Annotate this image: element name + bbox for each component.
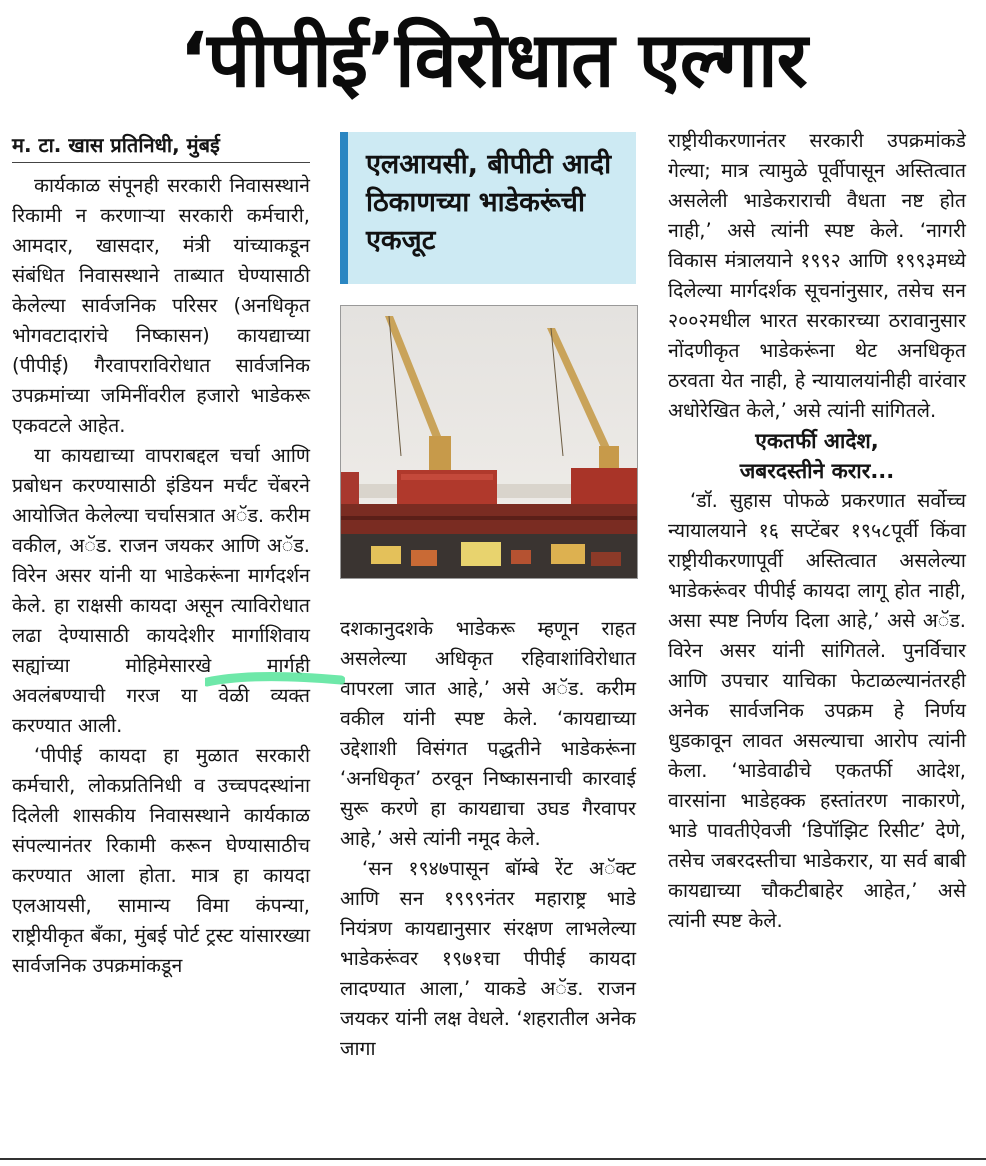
paragraph: दशकानुदशके भाडेकरू म्हणून राहत असलेल्या अधिकृत रहिवाशांविरोधात वापरला जात आहे,’ असे अॅड. करीम वकील यांनी स्पष्ट केले. ‘कायद्याच्या उद्देशाशी विसंगत पद्धतीने भाडेकरूंना ‘अनधिकृत’ ठरवून निष्कासनाची कारवाई सुरू करणे हा कायद्याचा उघड गैरवापर आहे,’ असे त्यांनी नमूद केले. [340,617,636,850]
column-1 [12,130,310,981]
subheading: जबरदस्तीने करार... [739,459,895,483]
column-3 [668,126,966,936]
paragraph: कार्यकाळ संपूनही सरकारी निवासस्थाने रिकामी न करणाऱ्या सरकारी कर्मचारी, आमदार, खासदार, मंत्री यांच्याकडून संबंधित निवासस्थाने ताब्यात घेण्यासाठी केलेल्या सार्वजनिक परिसर (अनधिकृत भोगवटादारांचे निष्कासन) कायद्याच्या (पीपीई) गैरवापराविरोधात सार्वजनिक उपक्रमांच्या जमिनींवरील हजारो भाडेकरू एकवटले आहेत. [12,174,310,437]
bottom-rule [0,1158,986,1160]
paragraph: या कायद्याच्या वापराबद्दल चर्चा आणि प्रबोधन करण्यासाठी इंडियन मर्चंट चेंबरने आयोजित केलेल्या चर्चासत्रात अॅड. करीम वकील, अॅड. राजन जयकर आणि अॅड. विरेन असर यांनी या भाडेकरूंना मार्गदर्शन केले. हा राक्षसी कायदा असून त्याविरोधात लढा देण्यासाठी कायदेशीर मार्गाशिवाय सह्यांच्या मोहिमेसारखे मार्गही अवलंबण्याची गरज या वेळी व्यक्त करण्यात आली. [12,444,310,737]
kicker-box: एलआयसी, बीपीटी आदी ठिकाणच्या भाडेकरूंची एकजूट [340,132,636,284]
port-cranes-photo [340,305,638,579]
subheading: एकतर्फी आदेश, [755,429,879,453]
paragraph: राष्ट्रीयीकरणानंतर सरकारी उपक्रमांकडे गेल्या; मात्र त्यामुळे पूर्वीपासून अस्तित्वात असलेली भाडेकराराची वैधता नष्ट होत नाही,’ असे त्यांनी स्पष्ट केले. ‘नागरी विकास मंत्रालयाने १९९२ आणि १९९३मध्ये दिलेल्या मार्गदर्शक सूचनांनुसार, तसेच सन २००२मधील भारत सरकारच्या ठरावानुसार नोंदणीकृत भाडेकरूंना थेट अनधिकृत ठरवता येत नाही, हे न्यायालयांनीही वारंवार अधोरेखित केले,’ असे त्यांनी सांगितले. [668,129,966,422]
headline: ‘पीपीई’विरोधात एल्गार [179,15,807,104]
byline: म. टा. खास प्रतिनिधी, मुंबई [12,133,220,157]
paragraph: ‘डॉ. सुहास पोफळे प्रकरणात सर्वोच्च न्यायालयाने १६ सप्टेंबर १९५८पूर्वी किंवा राष्ट्रीयीकरणापूर्वी अस्तित्वात असलेल्या भाडेकरूंवर पीपीई कायदा लागू होत नाही, असा स्पष्ट निर्णय दिला आहे,’ असे अॅड. विरेन असर यांनी सांगितले. पुनर्विचार आणि उपचार याचिका फेटाळल्यानंतरही अनेक सार्वजनिक उपक्रम हे निर्णय धुडकावून लावत असल्याचा आरोप त्यांनी केला. ‘भाडेवाढीचे एकतर्फी आदेश, वारसांना भाडेहक्क हस्तांतरण नाकारणे, भाडे पावतीऐवजी ‘डिपॉझिट रिसीट’ देणे, तसेच जबरदस्तीचा भाडेकरार, या सर्व बाबी कायद्याच्या चौकटीबाहेर आहेत,’ असे त्यांनी स्पष्ट केले. [668,489,966,932]
column-2 [340,614,636,1064]
paragraph: ‘पीपीई कायदा हा मुळात सरकारी कर्मचारी, लोकप्रतिनिधी व उच्चपदस्थांना दिलेली शासकीय निवासस्थाने कार्यकाळ संपल्यानंतर रिकामी करून घेण्यासाठीच करण्यात आला होता. मात्र हा कायदा एलआयसी, सामान्य विमा कंपन्या, राष्ट्रीयीकृत बँका, मुंबई पोर्ट ट्रस्ट यांसारख्या सार्वजनिक उपक्रमांकडून [12,744,310,977]
paragraph: ‘सन १९४७पासून बॉम्बे रेंट अॅक्ट आणि सन १९९९नंतर महाराष्ट्र भाडे नियंत्रण कायद्यानुसार संरक्षण लाभलेल्या भाडेकरूंवर १९७१चा पीपीई कायदा लादण्यात आला,’ याकडे अॅड. राजन जयकर यांनी लक्ष वेधले. ‘शहरातील अनेक जागा [340,857,636,1060]
byline-rule [12,162,310,163]
